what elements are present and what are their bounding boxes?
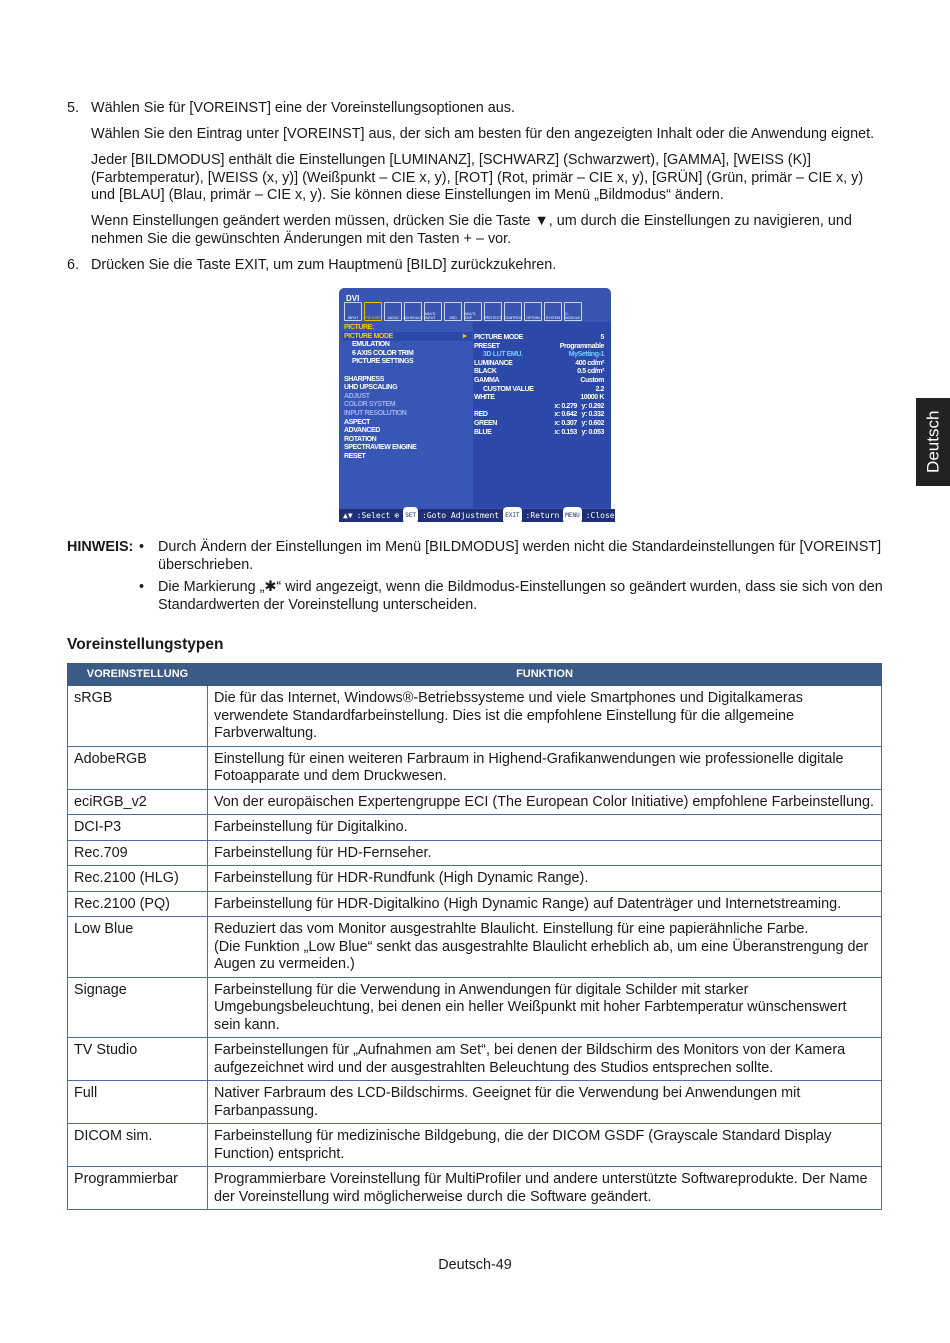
plus-icon: ⊕ xyxy=(394,510,400,520)
note-label: HINWEIS: xyxy=(67,539,134,555)
osd-value-row xyxy=(474,411,604,420)
osd-title: DVI xyxy=(346,294,360,303)
osd-value-row xyxy=(474,360,604,369)
table-row xyxy=(68,866,882,892)
preset-name-cell: AdobeRGB xyxy=(68,746,208,789)
osd-value: 10000 K xyxy=(580,394,604,402)
updown-icon: ▲▼ xyxy=(343,510,353,520)
osd-value: 2.2 xyxy=(595,385,604,393)
osd-menu-item: INPUT RESOLUTION xyxy=(344,409,407,417)
osd-footer-select: :Select xyxy=(356,510,391,520)
preset-function-cell: Programmierbare Voreinstellung für MultiProfiler und andere unterstützte Softwareprodukte. Der Name der Voreinstellung wird möglicherweise durch die Software geändert. xyxy=(208,1167,882,1210)
osd-menu-item: COLOR SYSTEM xyxy=(344,401,396,409)
osd-value-label: 3D LUT EMU. xyxy=(483,351,523,359)
osd-value-label: BLACK xyxy=(474,368,497,376)
osd-value: Custom xyxy=(580,376,604,384)
osd-menu-item[interactable]: PICTURE SETTINGS xyxy=(352,358,414,366)
osd-menu-item[interactable]: ROTATION xyxy=(344,435,377,443)
osd-value: 5 xyxy=(600,334,604,341)
osd-icon-bar xyxy=(344,302,606,322)
osd-menu-item-picture-mode[interactable] xyxy=(344,333,468,342)
preset-table xyxy=(67,663,882,1210)
osd-menu-item[interactable]: RESET xyxy=(344,452,366,460)
osd-input-icon[interactable]: INPUT xyxy=(344,302,362,321)
osd-values-list xyxy=(474,334,604,437)
table-row xyxy=(68,686,882,747)
preset-name-cell: Low Blue xyxy=(68,917,208,978)
bullet-icon: • xyxy=(139,579,145,595)
osd-value-row xyxy=(474,343,604,352)
osd-c-module-icon[interactable]: C-MODULE xyxy=(564,302,582,321)
table-row xyxy=(68,1167,882,1210)
osd-system-icon[interactable]: SYSTEM xyxy=(544,302,562,321)
preset-name-cell: sRGB xyxy=(68,686,208,747)
section-heading: Voreinstellungstypen xyxy=(67,636,224,653)
table-row xyxy=(68,1124,882,1167)
osd-schedule-icon[interactable]: SCHEDULE xyxy=(404,302,422,321)
osd-value: x: 0.279 y: 0.292 xyxy=(554,402,604,410)
table-header-row xyxy=(68,664,882,686)
osd-protect-icon[interactable]: PROTECT xyxy=(484,302,502,321)
osd-value: Programmable xyxy=(559,342,604,350)
table-row xyxy=(68,746,882,789)
column-header-function: FUNKTION xyxy=(208,664,882,686)
step-text: Jeder [BILDMODUS] enthält die Einstellungen [LUMINANZ], [SCHWARZ] (Schwarzwert), [GAMMA], [WEISS (K)] (Farbtemperatur), [WEISS (x, y)] (Weißpunkt – CIE x, y), [ROT] (Rot, primär – CIE x, y), [GRÜN] (Grün, primär – CIE x, y) und [BLAU] (Blau, primär – CIE x, y). Sie können diese Einstellungen im Menü „Bildmodus“ ändern. xyxy=(91,152,864,203)
osd-multi-input-icon[interactable]: MULTI-INPUT xyxy=(424,302,442,321)
step-number: 5. xyxy=(67,100,80,116)
osd-menu-item[interactable]: ASPECT xyxy=(344,418,370,426)
osd-value-row xyxy=(474,334,604,343)
osd-value-label: CUSTOM VALUE xyxy=(483,385,534,393)
osd-picture-icon[interactable]: PICTURE xyxy=(364,302,382,321)
preset-name-cell: Rec.709 xyxy=(68,840,208,866)
osd-value: x: 0.307 y: 0.602 xyxy=(554,419,604,427)
osd-value: x: 0.153 y: 0.053 xyxy=(554,428,604,436)
osd-menu-item[interactable]: EMULATION xyxy=(352,341,390,349)
table-row xyxy=(68,891,882,917)
step-text: Wählen Sie für [VOREINST] eine der Voreinstellungsoptionen aus. xyxy=(91,100,515,116)
page-number: Deutsch-49 xyxy=(438,1257,512,1273)
osd-footer xyxy=(339,509,615,522)
preset-function-cell: Farbeinstellung für medizinische Bildgebung, die der DICOM GSDF (Grayscale Standard Display Function) entspricht. xyxy=(208,1124,882,1167)
preset-function-cell: Farbeinstellung für HDR-Digitalkino (High Dynamic Range) auf Datenträger und Internetstreaming. xyxy=(208,891,882,917)
table-row xyxy=(68,815,882,841)
set-key-icon: SET xyxy=(403,507,418,525)
osd-value-row xyxy=(474,351,604,360)
language-tab xyxy=(916,398,950,486)
osd-menu-list xyxy=(344,324,468,462)
osd-menu-header: PICTURE: xyxy=(344,324,374,331)
osd-value-label: GREEN xyxy=(474,419,497,427)
osd-footer-goto: :Goto Adjustment xyxy=(422,510,500,520)
preset-name-cell: DICOM sim. xyxy=(68,1124,208,1167)
osd-value-label: PICTURE MODE xyxy=(474,334,523,341)
table-row xyxy=(68,1038,882,1081)
osd-value: x: 0.642 y: 0.332 xyxy=(554,411,604,419)
preset-function-cell: Farbeinstellung für Digitalkino. xyxy=(208,815,882,841)
osd-option-icon[interactable]: OPTION xyxy=(524,302,542,321)
preset-function-cell: Farbeinstellung für HD-Fernseher. xyxy=(208,840,882,866)
table-row xyxy=(68,789,882,815)
bullet-icon: • xyxy=(139,539,145,555)
osd-value: MySetting-1 xyxy=(568,351,604,359)
step-text: Wählen Sie den Eintrag unter [VOREINST] aus, der sich am besten für den angezeigten Inhalt oder die Anwendung eignet. xyxy=(91,126,875,142)
preset-function-cell: Farbeinstellung für HDR-Rundfunk (High Dynamic Range). xyxy=(208,866,882,892)
osd-value-row xyxy=(474,403,604,412)
menu-key-icon: MENU xyxy=(563,507,581,525)
osd-menu-item[interactable]: 6 AXIS COLOR TRIM xyxy=(352,349,414,357)
preset-function-cell: Von der europäischen Expertengruppe ECI (The European Color Initiative) empfohlene Farbeinstellung. xyxy=(208,789,882,815)
osd-multi-dsp-icon[interactable]: MULTI-DSP xyxy=(464,302,482,321)
step-text: Drücken Sie die Taste EXIT, um zum Hauptmenü [BILD] zurückzukehren. xyxy=(91,257,557,273)
osd-menu-item[interactable]: UHD UPSCALING xyxy=(344,384,398,392)
osd-value-row xyxy=(474,429,604,438)
osd-menu-item: ADJUST xyxy=(344,392,370,400)
osd-footer-return: :Return xyxy=(525,510,560,520)
osd-footer-close: :Close xyxy=(585,510,615,520)
preset-function-cell: Die für das Internet, Windows®-Betriebssysteme und viele Smartphones und Digitalkameras verwendete Standardfarbeinstellung. Dies ist die empfohlene Einstellung für die allgemeine Farbverwaltung. xyxy=(208,686,882,747)
osd-value-label: WHITE xyxy=(474,394,495,402)
preset-function-cell: Einstellung für einen weiteren Farbraum in Highend-Grafikanwendungen wie professionelle digitale Fotoapparate und dem Druckwesen. xyxy=(208,746,882,789)
note-item: Durch Ändern der Einstellungen im Menü [BILDMODUS] werden nicht die Standardeinstellungen für [VOREINST] überschrieben. xyxy=(158,539,882,573)
step-text: Wenn Einstellungen geändert werden müssen, drücken Sie die Taste ▼, um durch die Einstellungen zu navigieren, und nehmen Sie die gewünschten Änderungen mit den Tasten + – vor. xyxy=(91,213,852,247)
osd-value-row xyxy=(474,386,604,395)
preset-function-cell: Nativer Farbraum des LCD-Bildschirms. Geeignet für die Verwendung bei Anwendungen mit Farbanpassung. xyxy=(208,1081,882,1124)
table-row xyxy=(68,977,882,1038)
preset-function-cell: Farbeinstellungen für „Aufnahmen am Set“, bei denen der Bildschirm des Monitors von der Kamera aufgezeichnet wird und der ausgestrahlten Beleuchtung des Studios entsprechen sollte. xyxy=(208,1038,882,1081)
preset-name-cell: Full xyxy=(68,1081,208,1124)
preset-name-cell: Signage xyxy=(68,977,208,1038)
osd-audio-icon[interactable]: AUDIO xyxy=(384,302,402,321)
osd-value-label: LUMINANCE xyxy=(474,359,513,367)
table-row xyxy=(68,1081,882,1124)
osd-menu-item[interactable]: SHARPNESS xyxy=(344,375,384,383)
osd-menu-item[interactable]: ADVANCED xyxy=(344,427,380,435)
osd-value-row xyxy=(474,420,604,429)
osd-value-label: GAMMA xyxy=(474,376,500,384)
preset-name-cell: Rec.2100 (PQ) xyxy=(68,891,208,917)
osd-value-label: PRESET xyxy=(474,342,500,350)
column-header-preset: VOREINSTELLUNG xyxy=(68,664,208,686)
table-row xyxy=(68,917,882,978)
osd-control-icon[interactable]: CONTROL xyxy=(504,302,522,321)
preset-name-cell: eciRGB_v2 xyxy=(68,789,208,815)
osd-value: 400 cd/m² xyxy=(575,359,604,367)
table-row xyxy=(68,840,882,866)
osd-value-row xyxy=(474,394,604,403)
preset-name-cell: Rec.2100 (HLG) xyxy=(68,866,208,892)
step-number: 6. xyxy=(67,257,80,273)
osd-value-label: RED xyxy=(474,411,488,419)
preset-name-cell: DCI-P3 xyxy=(68,815,208,841)
note-item: Die Markierung „✱“ wird angezeigt, wenn die Bildmodus-Einstellungen so geändert wurden, dass sie sich von den Standardwerten der Voreinstellung unterscheiden. xyxy=(158,579,883,613)
preset-function-cell: Reduziert das vom Monitor ausgestrahlte Blaulicht. Einstellung für eine papierähnliche Farbe. (Die Funktion „Low Blue“ senkt das ausgestrahlte Blaulicht erheblich ab, um eine Überanstrengung der Augen zu vermeiden.) xyxy=(208,917,882,978)
osd-menu-item[interactable]: SPECTRAVIEW ENGINE xyxy=(344,444,417,452)
language-tab-label: Deutsch xyxy=(923,410,943,474)
preset-name-cell: Programmierbar xyxy=(68,1167,208,1210)
preset-function-cell: Farbeinstellung für die Verwendung in Anwendungen für digitale Schilder mit starker Umgebungsbeleuchtung, bei denen ein heller Weißpunkt mit hoher Farbtemperatur wünschenswert sein kann. xyxy=(208,977,882,1038)
osd-value-row xyxy=(474,377,604,386)
osd-value-row xyxy=(474,368,604,377)
preset-name-cell: TV Studio xyxy=(68,1038,208,1081)
osd-value-label: BLUE xyxy=(474,428,492,436)
arrow-right-icon: ► xyxy=(461,332,468,340)
osd-osd-icon[interactable]: OSD xyxy=(444,302,462,321)
osd-menu-label: PICTURE MODE xyxy=(344,332,393,340)
osd-screenshot xyxy=(339,288,615,522)
osd-value: 0.5 cd/m² xyxy=(577,368,604,376)
exit-key-icon: EXIT xyxy=(503,507,521,525)
